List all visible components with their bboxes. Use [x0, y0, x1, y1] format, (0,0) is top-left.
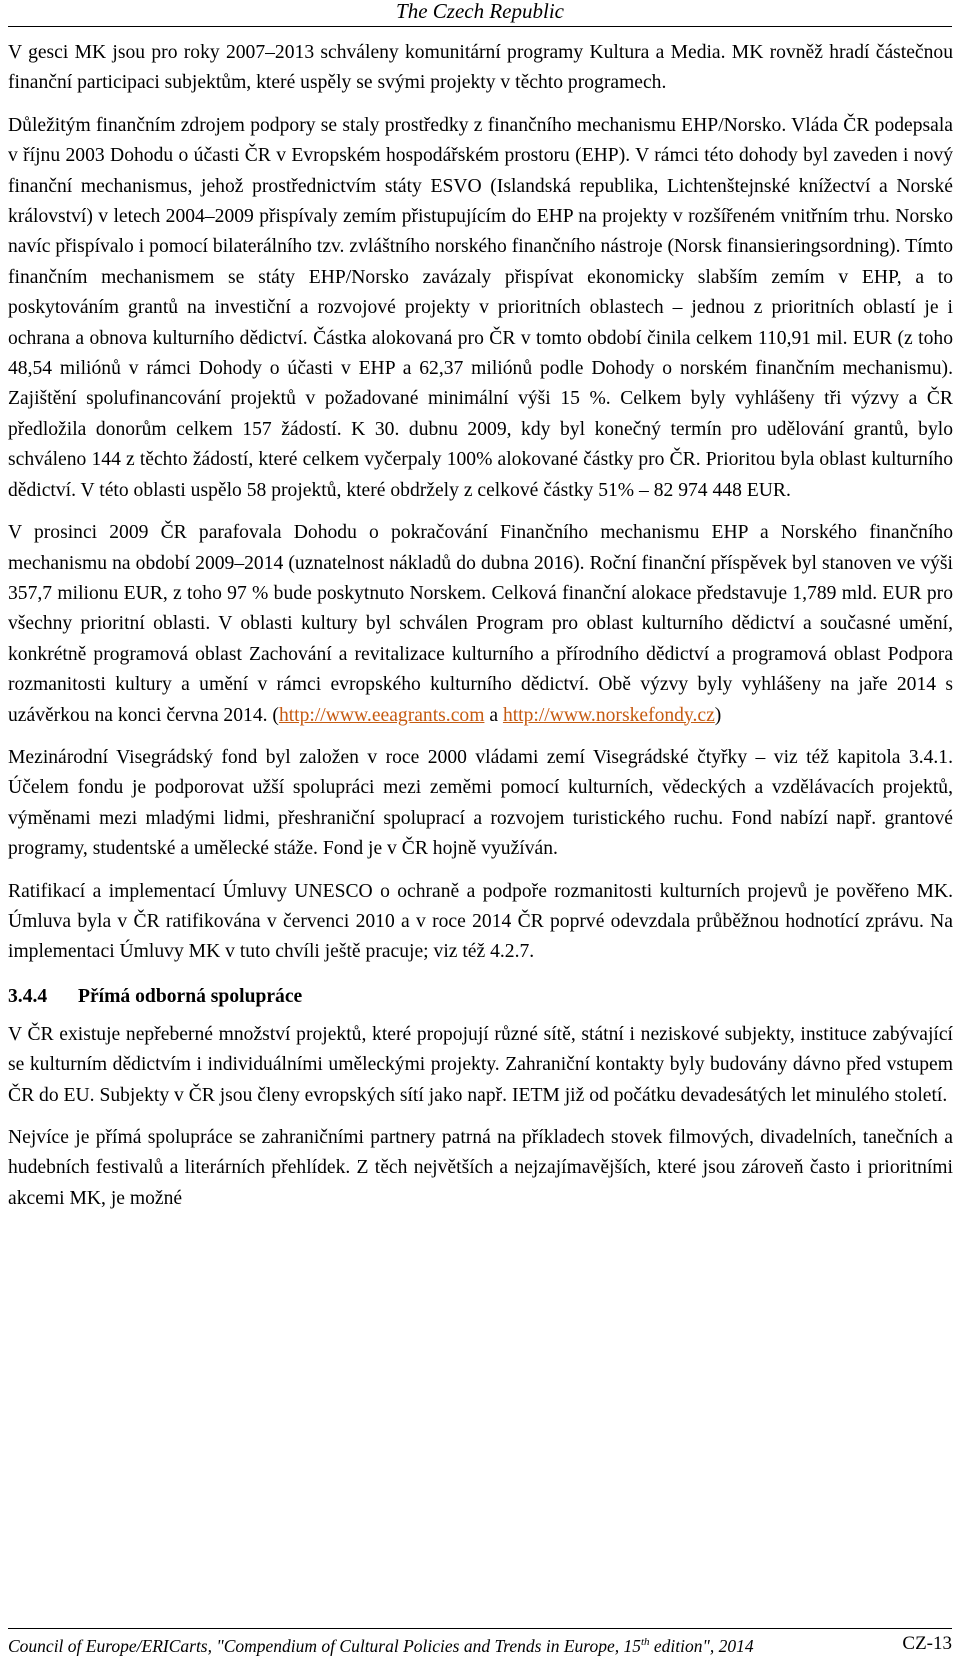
footer-source [8, 1627, 754, 1661]
norskefondy-link[interactable]: http://www.norskefondy.cz [502, 704, 715, 726]
paragraph: V gesci MK jsou pro roky 2007–2013 schváleny komunitární programy Kultura a Media. MK rovněž hradí částečnou finanční participaci subjektům, které uspěly se svými projekty v těchto programech. [8, 42, 953, 94]
eeagrants-link[interactable]: http://www.eeagrants.com [278, 704, 485, 726]
section-title: Přímá odborná spolupráce [78, 985, 303, 1007]
section-number: 3.4.4 [8, 985, 48, 1007]
paragraph: Ratifikací a implementací Úmluvy UNESCO o ochraně a podpoře rozmanitosti kulturních projevů je pověřeno MK. Úmluva byla v ČR ratifikována v červenci 2010 a v roce 2014 ČR poprvé odevzdala průběžnou hodnotící zprávu. Na implementaci Úmluvy MK v tuto chvíli ještě pracuje; viz též 4.2.7. [8, 880, 953, 963]
section-heading [8, 982, 953, 1012]
paragraph: Nejvíce je přímá spolupráce se zahraničními partnery patrná na příkladech stovek filmových, divadelních, tanečních a hudebních festivalů a literárních přehlídek. Z těch největších a nejzajímavějších, které jsou zároveň často i prioritními akcemi MK, je možné [8, 1127, 953, 1209]
running-footer [8, 1628, 952, 1659]
paragraph: V ČR existuje nepřeberné množství projektů, které propojují různé sítě, státní i neziskové subjekty, instituce zabývající se kulturním dědictvím i individuálními uměleckými projekty. Zahraniční kontakty byly budovány dávno před vstupem ČR do EU. Subjekty v ČR jsou členy evropských sítí jako např. IETM již od počátku devadesátých let minulého století. [8, 1023, 953, 1106]
footer-source-sup: th [640, 1636, 650, 1649]
page-number: CZ-13 [902, 1633, 952, 1654]
paragraph: Mezinárodní Visegrádský fond byl založen v roce 2000 vládami zemí Visegrádské čtyřky – viz též kapitola 3.4.1. Účelem fondu je podporovat užší spolupráci mezi zeměmi pomocí kulturních, vědeckých a vzdělávacích projektů, výměnami mezi mladými lidmi, přeshraniční spoluprací a rozvojem turistického ruchu. Fond nabízí např. grantové programy, studentské a umělecké stáže. Fond je v ČR hojně využíván. [8, 746, 953, 860]
link-separator: a [484, 704, 503, 726]
paragraph-with-links [8, 518, 953, 731]
footer-source-b: edition", 2014 [649, 1635, 754, 1656]
footer-source-a: Council of Europe/ERICarts, "Compendium of Cultural Policies and Trends in Europe, 15 [8, 1635, 641, 1656]
body-text [8, 38, 953, 1226]
paragraph: Důležitým finančním zdrojem podpory se staly prostředky z finančního mechanismu EHP/Norsko. Vláda ČR podepsala v říjnu 2003 Dohodu o účasti ČR v Evropském hospodářském prostoru (EHP). V rámci této dohody byl zaveden i nový finanční mechanismus, jehož prostřednictvím státy ESVO (Islandská republika, Lichtenštejnské knížectví a Norské království) v letech 2004–2009 přispívaly zemím přistupujícím do EHP na projekty v rozšířeném vnitřním trhu. Norsko navíc přispívalo i pomocí bilaterálního tzv. zvláštního norského finančního nástroje (Norsk finansieringsordning). Tímto finančním mechanismem se státy EHP/Norsko zavázaly přispívat ekonomicky slabším zemím v EHP, a to poskytováním grantů na investiční a rozvojové projekty v prioritních oblastech – jednou z prioritních oblastí je i ochrana a obnova kulturního dědictví. Částka alokovaná pro ČR v tomto období činila celkem 110,91 mil. EUR (z toho 48,54 miliónů v rámci Dohody o účasti v EHP a 62,37 miliónů podle Dohody o norském finančním mechanismu). Zajištění spolufinancování projektů v požadované minimální výši 15 %. Celkem byly vyhlášeny tři výzvy a ČR předložila donorům celkem 157 žádostí. K 30. dubnu 2009, kdy byl konečný termín pro udělování grantů, bylo schváleno 144 z těchto žádostí, které celkem vyčerpaly 100% alokované částky pro ČR. Prioritou byla oblast kulturního dědictví. V této oblasti uspělo 58 projektů, které obdržely z celkové částky 51% – 82 974 448 EUR. [8, 114, 953, 501]
header-title: The Czech Republic [396, 0, 564, 23]
paragraph-text: V prosinci 2009 ČR parafovala Dohodu o pokračování Finančního mechanismu EHP a Norského finančního mechanismu na období 2009–2014 (uznatelnost nákladů do dubna 2016). Roční finanční příspěvek byl stanoven ve výši 357,7 milionu EUR, z toho 97 % bude poskytnuto Norskem. Celková finanční alokace představuje 1,789 mld. EUR pro všechny prioritní oblasti. V oblasti kultury byl schválen Program pro oblast kulturního dědictví a současné umění, konkrétně programová oblast Zachování a revitalizace kulturního a přírodního dědictví a programová oblast Podpora rozmanitosti kultury a umění v rámci evropského kulturního dědictví. Obě výzvy byly vyhlášeny na jaře 2014 s uzávěrkou na konci června 2014. ( [8, 522, 953, 726]
closing-paren: ) [714, 704, 722, 726]
running-header [8, 0, 952, 27]
